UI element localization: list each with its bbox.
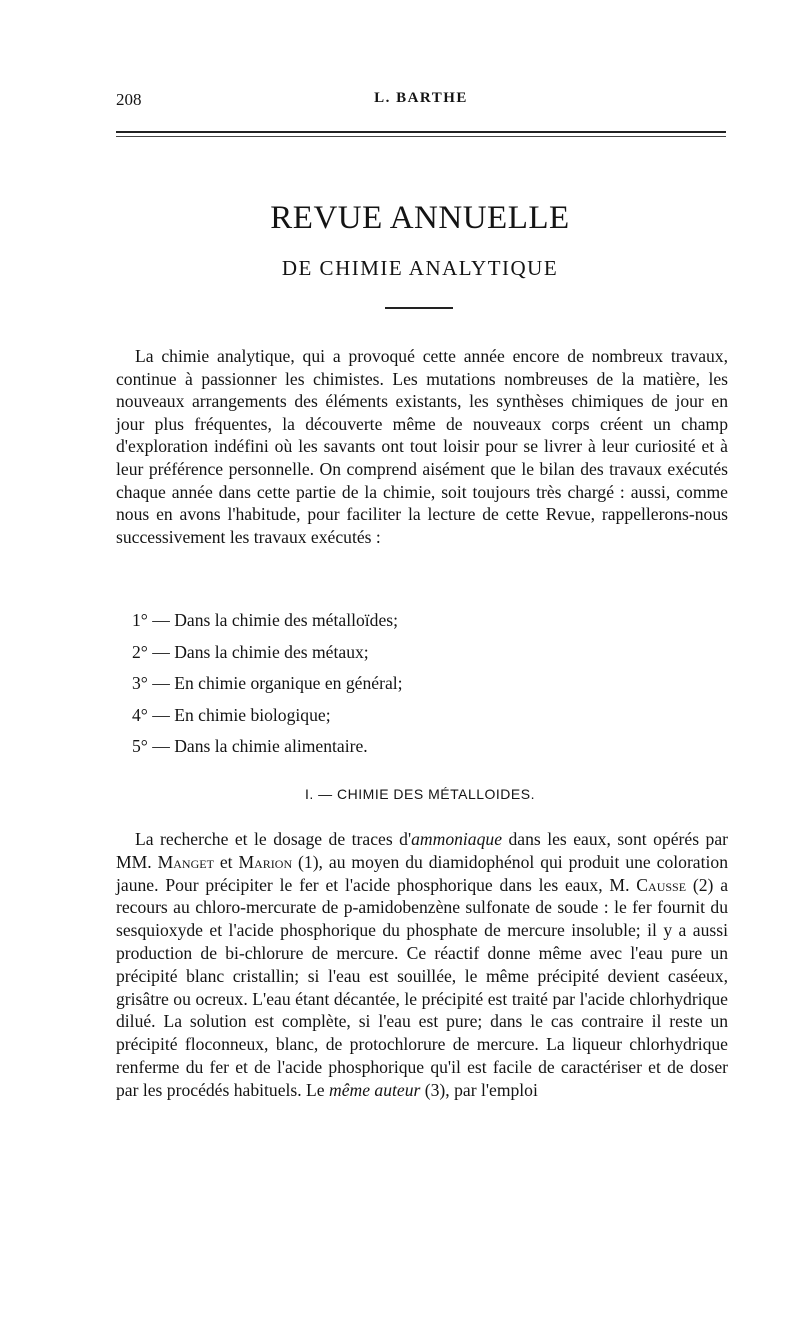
article-subtitle: DE CHIMIE ANALYTIQUE [281,256,559,280]
italic-term: même auteur [329,1079,421,1100]
intro-paragraph: La chimie analytique, qui a provoqué cette année encore de nombreux travaux, continue à passionner les chimistes. Les mutations nombreuses de la matière, les nouveaux arrangements des éléments existants, les synthèses chimiques de jour en jour plus fréquentes, la découverte même de nouveaux corps créent un champ d'exploration indéfini où les savants ont tout loisir pour se livrer à leur curiosité et à leur préférence personnelle. On comprend aisément que le bilan des travaux exécutés chaque année dans cette partie de la chimie, soit toujours très chargé : aussi, comme nous en avons l'habitude, pour faciliter la lecture de cette Revue, rappellerons-nous successivement les travaux exécutés : [116,346,728,547]
italic-term: ammoniaque [411,829,502,849]
section-paragraph [116,828,728,1102]
list-item: 3° — En chimie organique en général; [132,673,403,693]
list-item: 2° — Dans la chimie des métaux; [132,641,369,662]
page-number: 208 [116,90,142,109]
text-run: (1), au moyen du diamidophénol qui produit une coloration jaune. Pour précipiter le fer et l'acide phosphorique dans les eaux, M. [116,851,728,895]
list-item: 1° — Dans la chimie des métalloïdes; [132,610,398,630]
author-name: Manget [157,851,214,872]
running-author: L. BARTHE [374,90,468,106]
article-title: REVUE ANNUELLE [270,200,570,236]
author-name: Marion [238,851,293,872]
running-header [116,90,726,112]
topic-list [132,605,632,763]
text-run: dans les eaux, sont opérés par MM. [116,829,728,872]
header-rule-thin [116,136,726,137]
text-run: La recherche et le dosage de traces d' [135,829,412,849]
list-item: 5° — Dans la chimie alimentaire. [132,736,368,756]
title-divider [385,307,453,309]
header-rule [116,131,726,133]
section-heading: I. — CHIMIE DES MÉTALLOIDES. [304,786,535,802]
list-item: 4° — En chimie biologique; [132,704,331,725]
text-run: (3), par l'emploi [420,1079,538,1100]
text-run: et [213,851,239,872]
author-name: Causse [636,874,687,895]
text-run: (2) a recours au chloro-mercurate de p-amidobenzène sulfonate de soude : le fer fournit du sesquioxyde et l'acide phosphorique du phosphate de mercure insoluble; il y a aussi production de bi-chlorure de mercure. Ce réactif donne même avec l'eau pure un précipité blanc cristallin; si l'eau est souillée, le même précipité devient caséeux, grisâtre ou ocreux. L'eau étant décantée, le précipité est traité par l'acide chlorhydrique dilué. La solution est complète, si l'eau est pure; dans le cas contraire il reste un précipité floconneux, blanc, de protochlorure de mercure. La liqueur chlorhydrique renferme du fer et de l'acide phosphorique qu'il est facile de caractériser et de doser par les procédés habituels. Le [116,874,729,1100]
